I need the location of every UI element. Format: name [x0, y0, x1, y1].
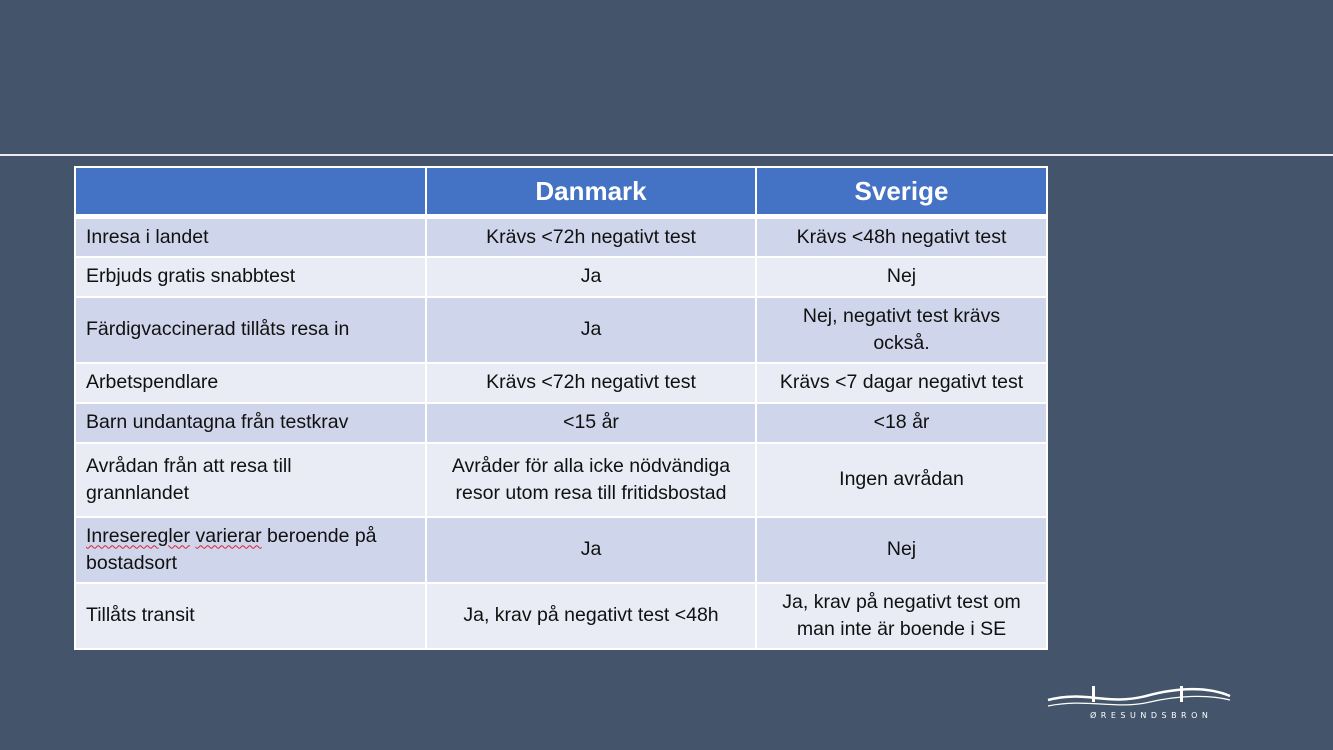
- cell-danmark: <15 år: [426, 403, 756, 443]
- cell-sverige: Ja, krav på negativt test om man inte är boende i SE: [756, 583, 1047, 649]
- row-label: Barn undantagna från testkrav: [75, 403, 426, 443]
- cell-sverige: Nej: [756, 257, 1047, 297]
- header-divider-line: [0, 154, 1333, 156]
- table-row: [75, 583, 1047, 649]
- cell-danmark: Ja: [426, 257, 756, 297]
- row-label: Färdigvaccinerad tillåts resa in: [75, 297, 426, 363]
- header-sverige: Sverige: [756, 167, 1047, 217]
- row-label: Tillåts transit: [75, 583, 426, 649]
- row-label: Arbetspendlare: [75, 363, 426, 403]
- row-label-part-b: varierar: [195, 524, 262, 547]
- header-danmark: Danmark: [426, 167, 756, 217]
- cell-danmark: Ja: [426, 297, 756, 363]
- table-row: [75, 257, 1047, 297]
- cell-danmark: Ja, krav på negativt test <48h: [426, 583, 756, 649]
- header-empty-cell: [75, 167, 426, 217]
- table-row: [75, 297, 1047, 363]
- row-label: [75, 517, 426, 583]
- comparison-table: [74, 166, 1048, 650]
- table-row: [75, 517, 1047, 583]
- cell-danmark: Krävs <72h negativt test: [426, 363, 756, 403]
- pylon-right-icon: [1180, 686, 1183, 702]
- row-label-part-c: beroende på bostadsort: [86, 524, 377, 574]
- table-row: [75, 363, 1047, 403]
- table-header-row: [75, 167, 1047, 217]
- cell-danmark: Ja: [426, 517, 756, 583]
- cell-sverige: Krävs <48h negativt test: [756, 217, 1047, 257]
- cell-sverige: Nej: [756, 517, 1047, 583]
- row-label: Inresa i landet: [75, 217, 426, 257]
- bridge-curve-icon: [1048, 689, 1230, 700]
- cell-sverige: Krävs <7 dagar negativt test: [756, 363, 1047, 403]
- cell-danmark: Krävs <72h negativt test: [426, 217, 756, 257]
- row-label-part-a: Inreseregler: [86, 524, 191, 547]
- cell-sverige: Ingen avrådan: [756, 443, 1047, 517]
- table-row: [75, 443, 1047, 517]
- logo-wordmark: ØRESUNDSBRON: [1090, 711, 1213, 720]
- row-label: Erbjuds gratis snabbtest: [75, 257, 426, 297]
- pylon-left-icon: [1092, 686, 1095, 702]
- cell-sverige: <18 år: [756, 403, 1047, 443]
- cell-danmark: Avråder för alla icke nödvändiga resor utom resa till fritidsbostad: [426, 443, 756, 517]
- table-row: [75, 403, 1047, 443]
- table-row: [75, 217, 1047, 257]
- row-label: Avrådan från att resa till grannlandet: [75, 443, 426, 517]
- cell-sverige: Nej, negativt test krävs också.: [756, 297, 1047, 363]
